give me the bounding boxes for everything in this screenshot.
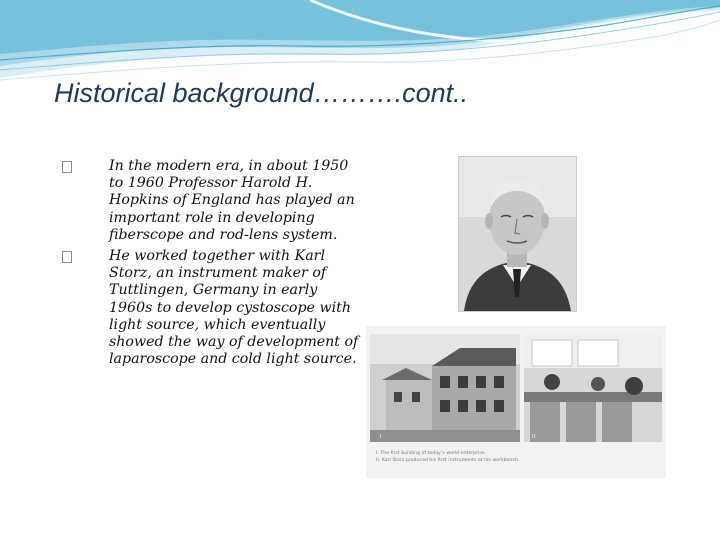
photo-label-1: I. <box>380 434 384 440</box>
bullet-marker-icon <box>62 251 72 263</box>
portrait-illustration <box>459 157 576 311</box>
photo-captions <box>376 450 661 464</box>
slide-title: Historical background……….cont.. <box>54 78 469 108</box>
portrait-photo <box>458 156 577 312</box>
photo-caption-1: I. The first building of today’s world enterprise. <box>376 451 487 456</box>
bullet-marker-icon <box>62 161 72 173</box>
workshop-photo <box>366 326 666 478</box>
bullet-item <box>62 158 362 244</box>
bullet-text: He worked together with Karl Storz, an instrument maker of Tuttlingen, Germany in early 1960s to develop cystoscope with light source, which eventually showed the way of development of laparoscope and cold light source. <box>109 248 359 368</box>
bullet-item <box>62 248 362 368</box>
photo-label-2: II. <box>532 434 537 440</box>
bullet-list <box>62 158 362 372</box>
bullet-text: In the modern era, in about 1950 to 1960 Professor Harold H. Hopkins of England has played an important role in developing fiberscope and rod-lens system. <box>109 158 355 243</box>
photo-caption-2: II. Karl Storz produced his first instruments at his workbench. <box>376 458 520 463</box>
